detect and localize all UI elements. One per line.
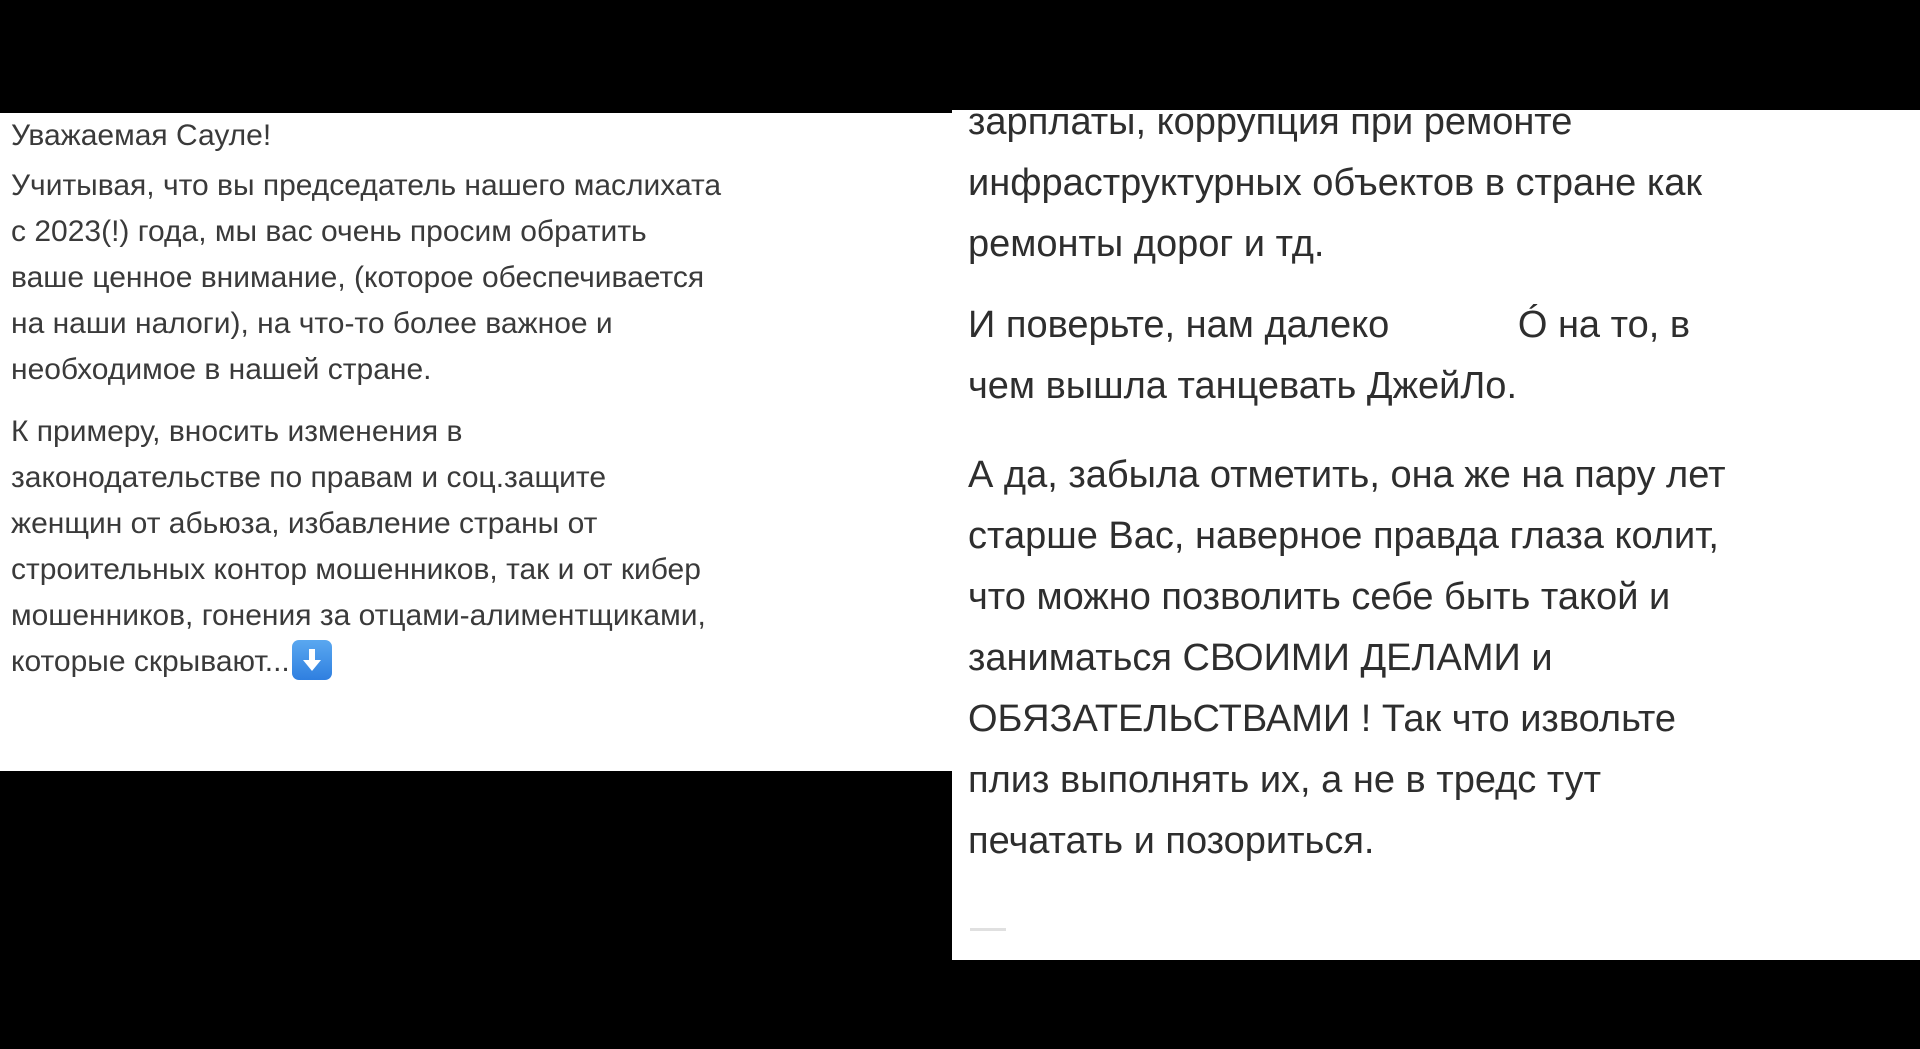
text-line: зарплаты, коррупция при ремонте bbox=[968, 101, 1573, 143]
redacted-area bbox=[1400, 307, 1518, 347]
right-paragraph-1 bbox=[968, 92, 1920, 275]
left-screenshot-panel bbox=[0, 113, 952, 771]
text-line: на наши налоги), на что-то более важное и bbox=[11, 307, 613, 340]
text-line: А да, забыла отметить, она же на пару лет bbox=[968, 454, 1726, 496]
text-line: женщин от абьюза, избавление страны от bbox=[11, 507, 598, 540]
text-line: с 2023(!) года, мы вас очень просим обратить bbox=[11, 215, 647, 248]
right-paragraph-3 bbox=[968, 445, 1920, 872]
text-line: необходимое в нашей стране. bbox=[11, 353, 432, 386]
text-line: что можно позволить себе быть такой и bbox=[968, 576, 1671, 618]
text-line: законодательстве по правам и соц.защите bbox=[11, 461, 607, 494]
scan-artifact bbox=[970, 928, 1006, 931]
down-arrow-icon bbox=[292, 640, 332, 680]
text-line: инфраструктурных объектов в стране как bbox=[968, 162, 1703, 204]
text-line: плиз выполнять их, а не в тредс тут bbox=[968, 759, 1602, 801]
greeting-line: Уважаемая Сауле! bbox=[11, 119, 272, 152]
text-line-redacted bbox=[968, 295, 1920, 356]
text-line: мошенников, гонения за отцами-алиментщиками, bbox=[11, 599, 706, 632]
text-line: К примеру, вносить изменения в bbox=[11, 415, 463, 448]
right-screenshot-panel bbox=[952, 101, 1920, 960]
text-line: чем вышла танцевать ДжейЛо. bbox=[968, 365, 1517, 407]
text-fragment: Ó на то, в bbox=[1517, 304, 1691, 346]
text-line: строительных контор мошенников, так и от кибер bbox=[11, 553, 701, 586]
right-paragraph-2 bbox=[968, 295, 1920, 417]
text-line: печатать и позориться. bbox=[968, 820, 1375, 862]
left-paragraph-2 bbox=[11, 409, 952, 685]
text-line: заниматься СВОИМИ ДЕЛАМИ и bbox=[968, 637, 1553, 679]
text-line-with-icon bbox=[11, 639, 952, 685]
text-line: ремонты дорог и тд. bbox=[968, 223, 1325, 265]
text-line: ОБЯЗАТЕЛЬСТВАМИ ! Так что извольте bbox=[968, 698, 1677, 740]
text-line: которые скрывают... bbox=[11, 645, 290, 678]
left-paragraph-1 bbox=[11, 163, 952, 393]
left-message-text bbox=[11, 113, 952, 685]
right-message-text bbox=[968, 92, 1920, 872]
text-line: ваше ценное внимание, (которое обеспечивается bbox=[11, 261, 705, 294]
text-line: Учитывая, что вы председатель нашего маслихата bbox=[11, 169, 722, 202]
text-line: старше Вас, наверное правда глаза колит, bbox=[968, 515, 1719, 557]
text-fragment: И поверьте, нам далеко bbox=[968, 304, 1400, 346]
